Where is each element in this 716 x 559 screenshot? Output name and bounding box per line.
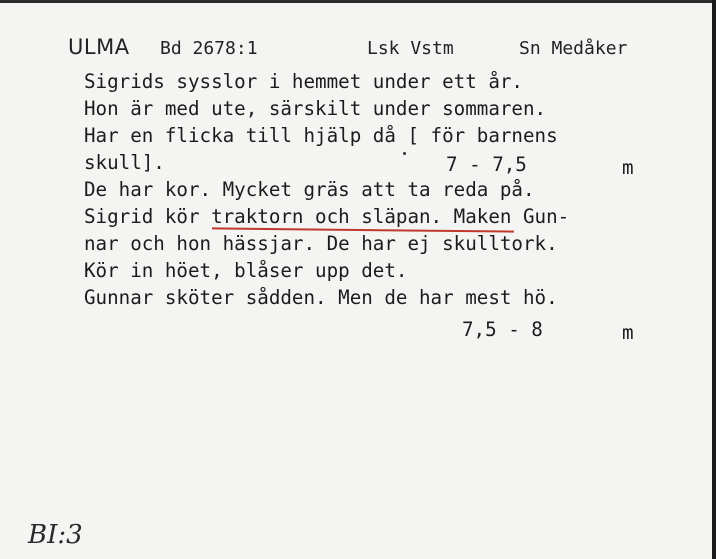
text-line-1: Sigrids sysslor i hemmet under ett år. [84, 70, 523, 93]
archive-label: ULMA [68, 35, 130, 59]
card-right-edge [712, 0, 716, 559]
measure-unit-1: m [622, 156, 634, 179]
text-line-2: Hon är med ute, särskilt under sommaren. [84, 97, 547, 120]
ink-dot [403, 152, 406, 155]
measure-unit-2: m [622, 321, 634, 344]
text-line-8: Kör in höet, blåser upp det. [84, 259, 408, 282]
text-line-9: Gunnar sköter sådden. Men de har mest hö. [84, 286, 558, 309]
filing-stamp: BI:3 [28, 520, 83, 550]
text-line-3: Har en flicka till hjälp då [ för barnens [84, 124, 558, 147]
measure-range-2: 7,5 - 8 [462, 318, 543, 341]
measure-range-1: 7 - 7,5 [446, 153, 527, 176]
text-line-4: skull]. [84, 151, 165, 174]
text-line-5: De har kor. Mycket gräs att ta reda på. [84, 178, 535, 201]
card-top-edge [0, 0, 716, 3]
text-line-7: nar och hon hässjar. De har ej skulltork. [84, 232, 558, 255]
region-label: Lsk Vstm [367, 38, 454, 59]
text-line-6: Sigrid kör traktorn och släpan. Maken Gun- [84, 205, 570, 228]
reference-number: Bd 2678:1 [160, 38, 258, 59]
parish-label: Sn Medåker [519, 38, 628, 59]
